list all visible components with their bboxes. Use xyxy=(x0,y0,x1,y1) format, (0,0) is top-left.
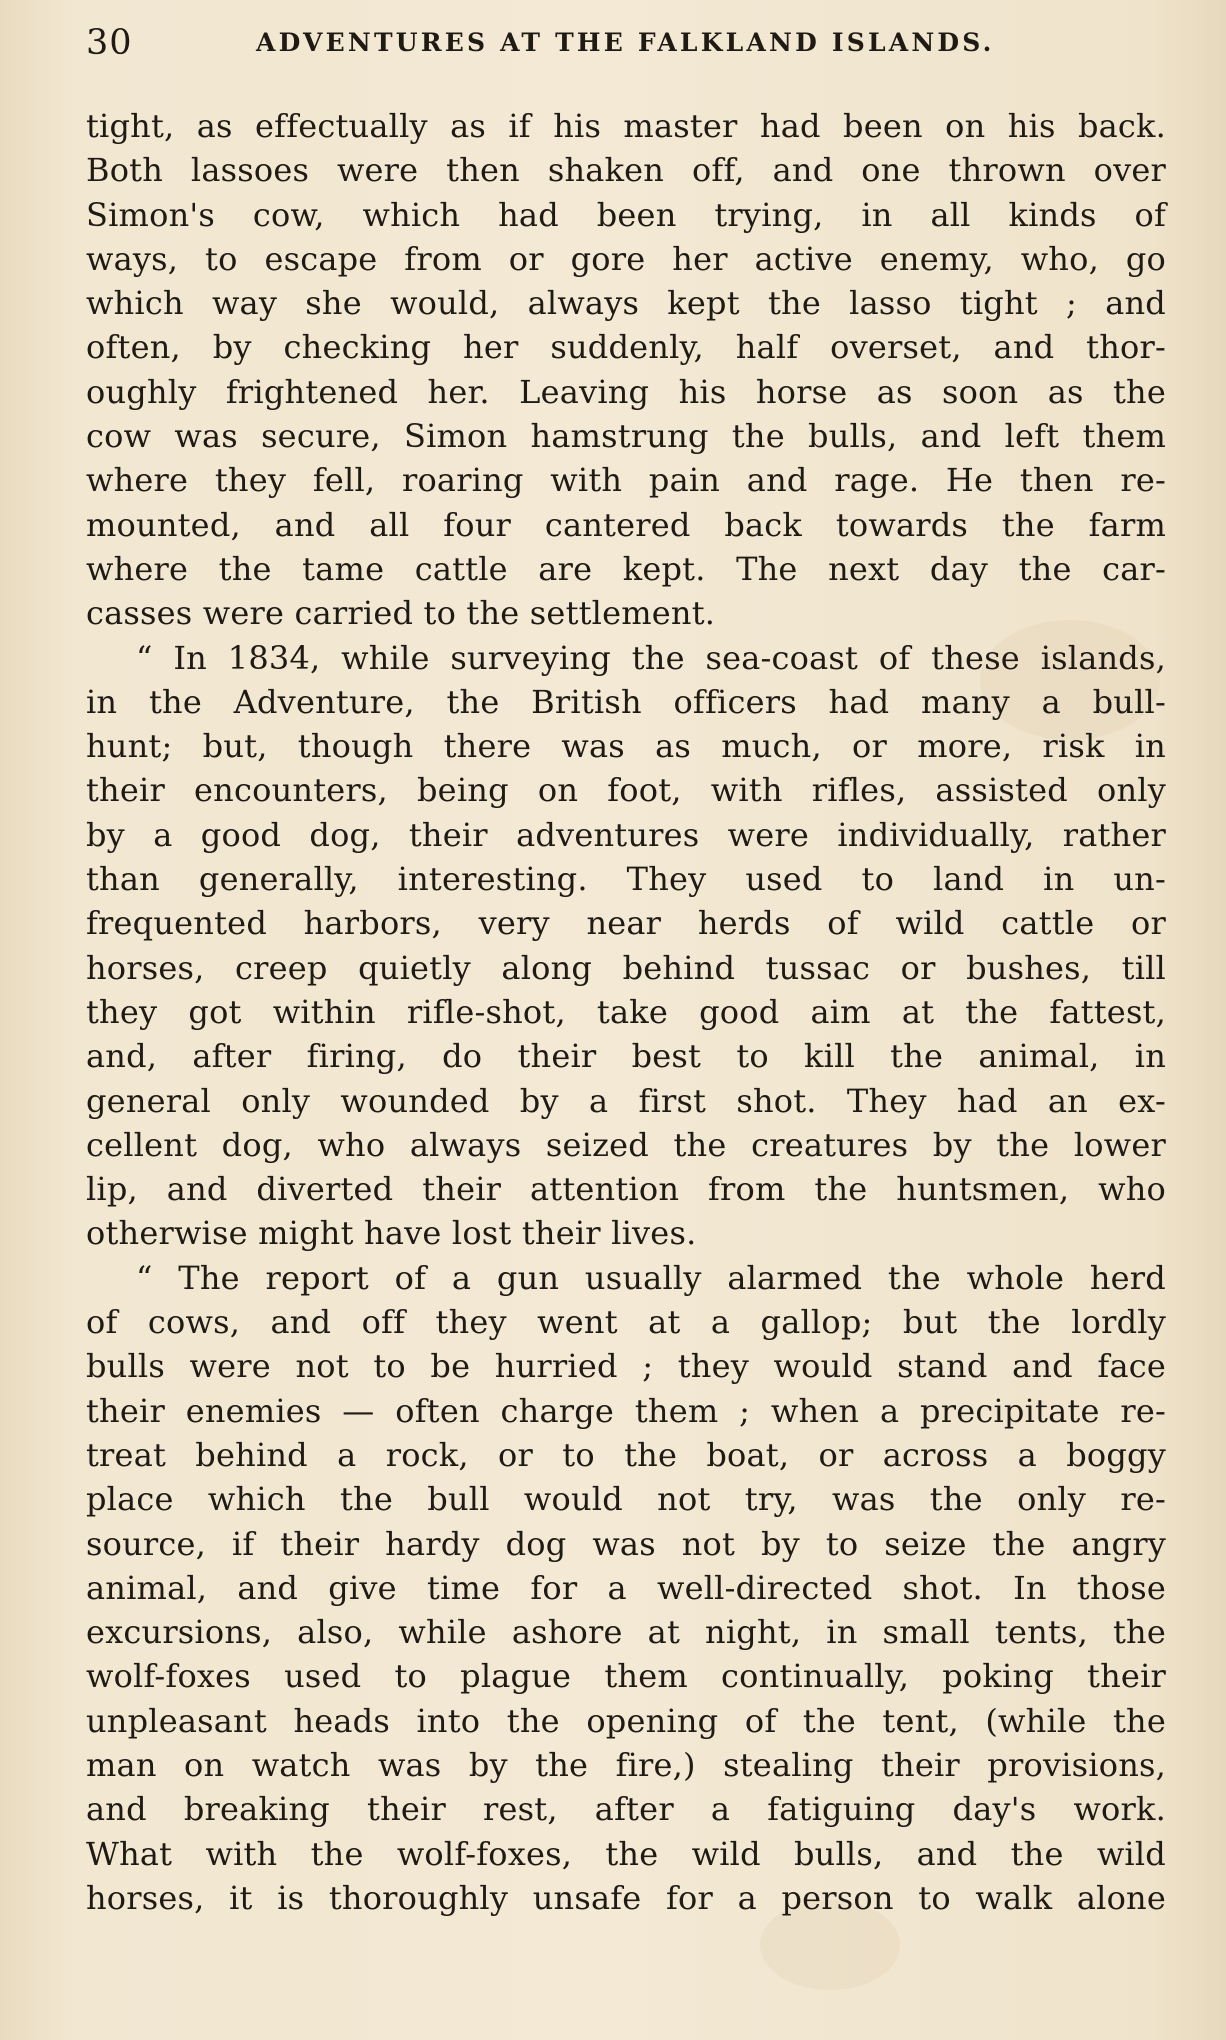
text-line: frequented harbors, very near herds of wild cattle or xyxy=(86,904,1166,943)
text-line: and, after firing, do their best to kill the animal, in xyxy=(86,1037,1166,1076)
text-line: lip, and diverted their attention from the huntsmen, who xyxy=(86,1170,1166,1209)
text-line: “ In 1834, while surveying the sea-coast of these islands, xyxy=(136,638,1166,677)
running-title: ADVENTURES AT THE FALKLAND ISLANDS. xyxy=(256,28,995,57)
text-line: in the Adventure, the British officers had many a bull- xyxy=(86,682,1166,721)
text-line: place which the bull would not try, was the only re- xyxy=(86,1480,1166,1519)
text-line: by a good dog, their adventures were individually, rather xyxy=(86,815,1166,854)
text-line: Both lassoes were then shaken off, and one thrown over xyxy=(86,151,1166,190)
body-text xyxy=(86,104,1166,1920)
text-line: unpleasant heads into the opening of the tent, (while the xyxy=(86,1701,1166,1740)
text-line: excursions, also, while ashore at night, in small tents, the xyxy=(86,1613,1166,1652)
text-line: casses were carried to the settlement. xyxy=(86,594,716,633)
text-line: source, if their hardy dog was not by to seize the angry xyxy=(86,1524,1166,1563)
text-line: mounted, and all four cantered back towards the farm xyxy=(86,505,1166,544)
page-number: 30 xyxy=(86,23,133,63)
text-line: tight, as effectually as if his master had been on his back. xyxy=(86,107,1166,145)
text-line: cellent dog, who always seized the creatures by the lower xyxy=(86,1125,1166,1164)
paragraph xyxy=(86,104,1166,636)
text-line: they got within rifle-shot, take good aim at the fattest, xyxy=(86,992,1166,1031)
text-line: treat behind a rock, or to the boat, or across a boggy xyxy=(86,1435,1166,1474)
text-line: horses, it is thoroughly unsafe for a person to walk alone xyxy=(86,1878,1166,1917)
text-line: general only wounded by a first shot. They had an ex- xyxy=(86,1081,1166,1120)
paragraph xyxy=(86,1256,1166,1920)
text-line: often, by checking her suddenly, half overset, and thor- xyxy=(86,328,1166,367)
text-line: otherwise might have lost their lives. xyxy=(86,1214,697,1253)
text-line: than generally, interesting. They used to land in un- xyxy=(86,860,1166,899)
text-line: What with the wolf-foxes, the wild bulls, and the wild xyxy=(86,1834,1166,1873)
text-line: ways, to escape from or gore her active enemy, who, go xyxy=(86,239,1166,278)
text-line: and breaking their rest, after a fatiguing day's work. xyxy=(86,1790,1166,1829)
text-line: “ The report of a gun usually alarmed the whole herd xyxy=(136,1258,1166,1297)
text-line: of cows, and off they went at a gallop; but the lordly xyxy=(86,1303,1166,1342)
text-line: which way she would, always kept the lasso tight ; and xyxy=(86,284,1166,323)
running-header xyxy=(86,18,1166,68)
text-line: Simon's cow, which had been trying, in all kinds of xyxy=(86,195,1166,234)
text-line: bulls were not to be hurried ; they would stand and face xyxy=(86,1347,1166,1386)
text-line: animal, and give time for a well-directed shot. In those xyxy=(86,1568,1166,1607)
text-line: wolf-foxes used to plague them continually, poking their xyxy=(86,1657,1166,1696)
text-line: their encounters, being on foot, with rifles, assisted only xyxy=(86,771,1166,810)
text-line: hunt; but, though there was as much, or more, risk in xyxy=(86,727,1166,766)
paragraph xyxy=(86,636,1166,1256)
text-line: horses, creep quietly along behind tussac or bushes, till xyxy=(86,948,1166,987)
text-line: man on watch was by the fire,) stealing their provisions, xyxy=(86,1745,1166,1784)
text-line: where they fell, roaring with pain and rage. He then re- xyxy=(86,461,1166,500)
text-line: oughly frightened her. Leaving his horse as soon as the xyxy=(86,372,1166,411)
text-line: where the tame cattle are kept. The next day the car- xyxy=(86,549,1166,588)
text-line: cow was secure, Simon hamstrung the bulls, and left them xyxy=(86,417,1166,456)
text-line: their enemies — often charge them ; when a precipitate re- xyxy=(86,1391,1166,1430)
